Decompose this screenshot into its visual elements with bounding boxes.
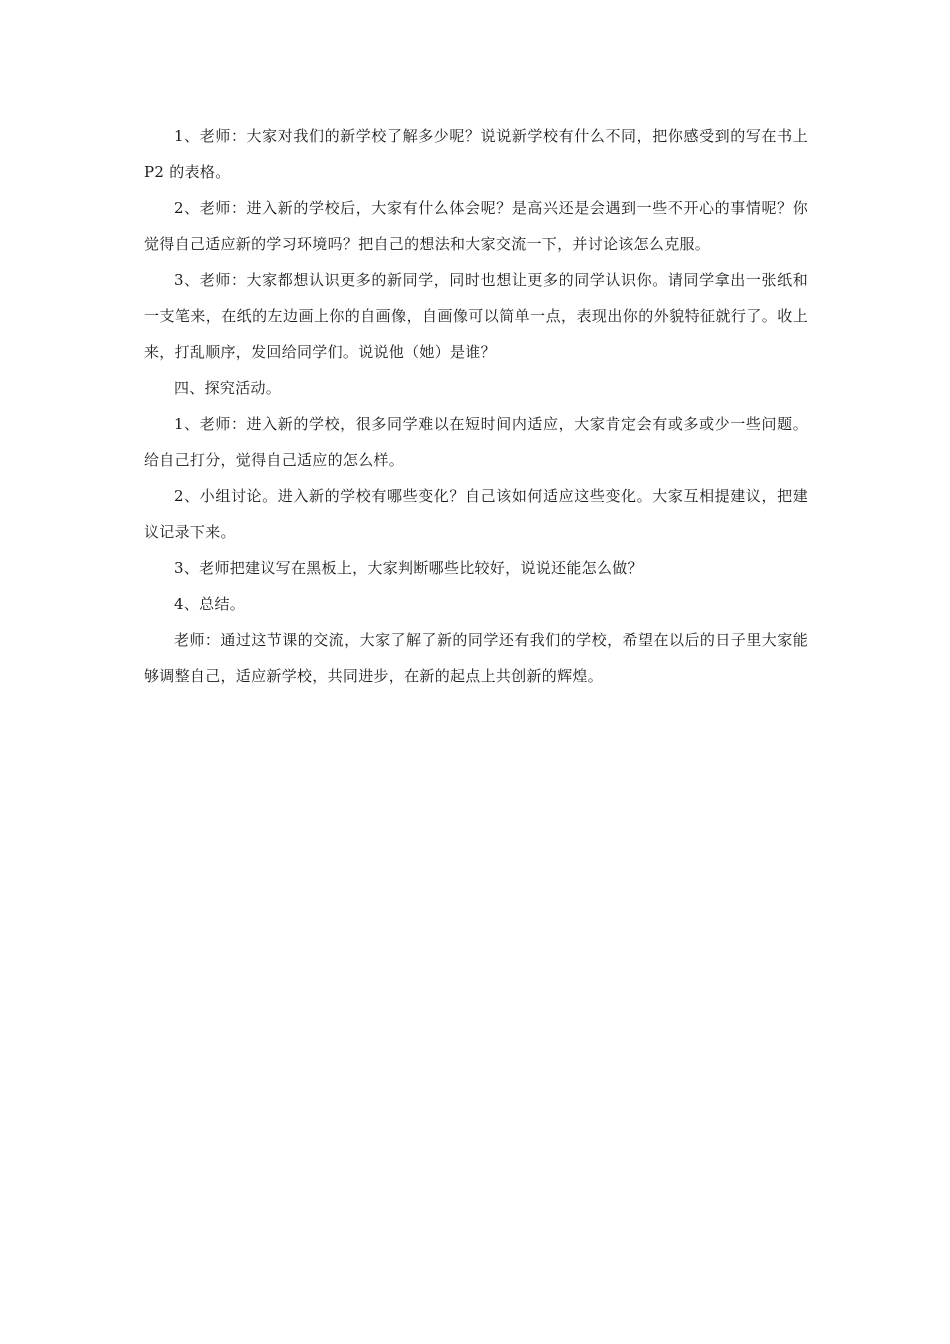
section-heading-inquiry-activity: 四、探究活动。 [174,379,282,397]
paragraph-summary-heading: 4、总结。 [174,595,246,613]
paragraph-self-portrait: 3、老师：大家都想认识更多的新同学，同时也想让更多的同学认识你。请同学拿出一张纸和一支笔来，在纸的左边画上你的自画像，自画像可以简单一点，表现出你的外貌特征就行了。收上来，打乱顺序，发回给同学们。说说他（她）是谁？ [144,271,808,361]
paragraph-group-discussion: 2、小组讨论。进入新的学校有哪些变化？自己该如何适应这些变化。大家互相提建议，把建议记录下来。 [144,487,808,541]
paragraph-teacher-conclusion: 老师：通过这节课的交流，大家了解了新的同学还有我们的学校，希望在以后的日子里大家能够调整自己，适应新学校，共同进步，在新的起点上共创新的辉煌。 [144,631,808,685]
paragraph-self-score: 1、老师：进入新的学校，很多同学难以在短时间内适应，大家肯定会有或多或少一些问题。给自己打分，觉得自己适应的怎么样。 [144,415,808,469]
paragraph-discuss-new-school: 1、老师：大家对我们的新学校了解多少呢？说说新学校有什么不同，把你感受到的写在书上 P2 的表格。 [144,127,808,181]
paragraph-feelings: 2、老师：进入新的学校后，大家有什么体会呢？是高兴还是会遇到一些不开心的事情呢？你觉得自己适应新的学习环境吗？把自己的想法和大家交流一下，并讨论该怎么克服。 [144,199,808,253]
paragraph-blackboard-suggestions: 3、老师把建议写在黑板上，大家判断哪些比较好，说说还能怎么做？ [174,559,643,577]
document-body [144,118,808,694]
